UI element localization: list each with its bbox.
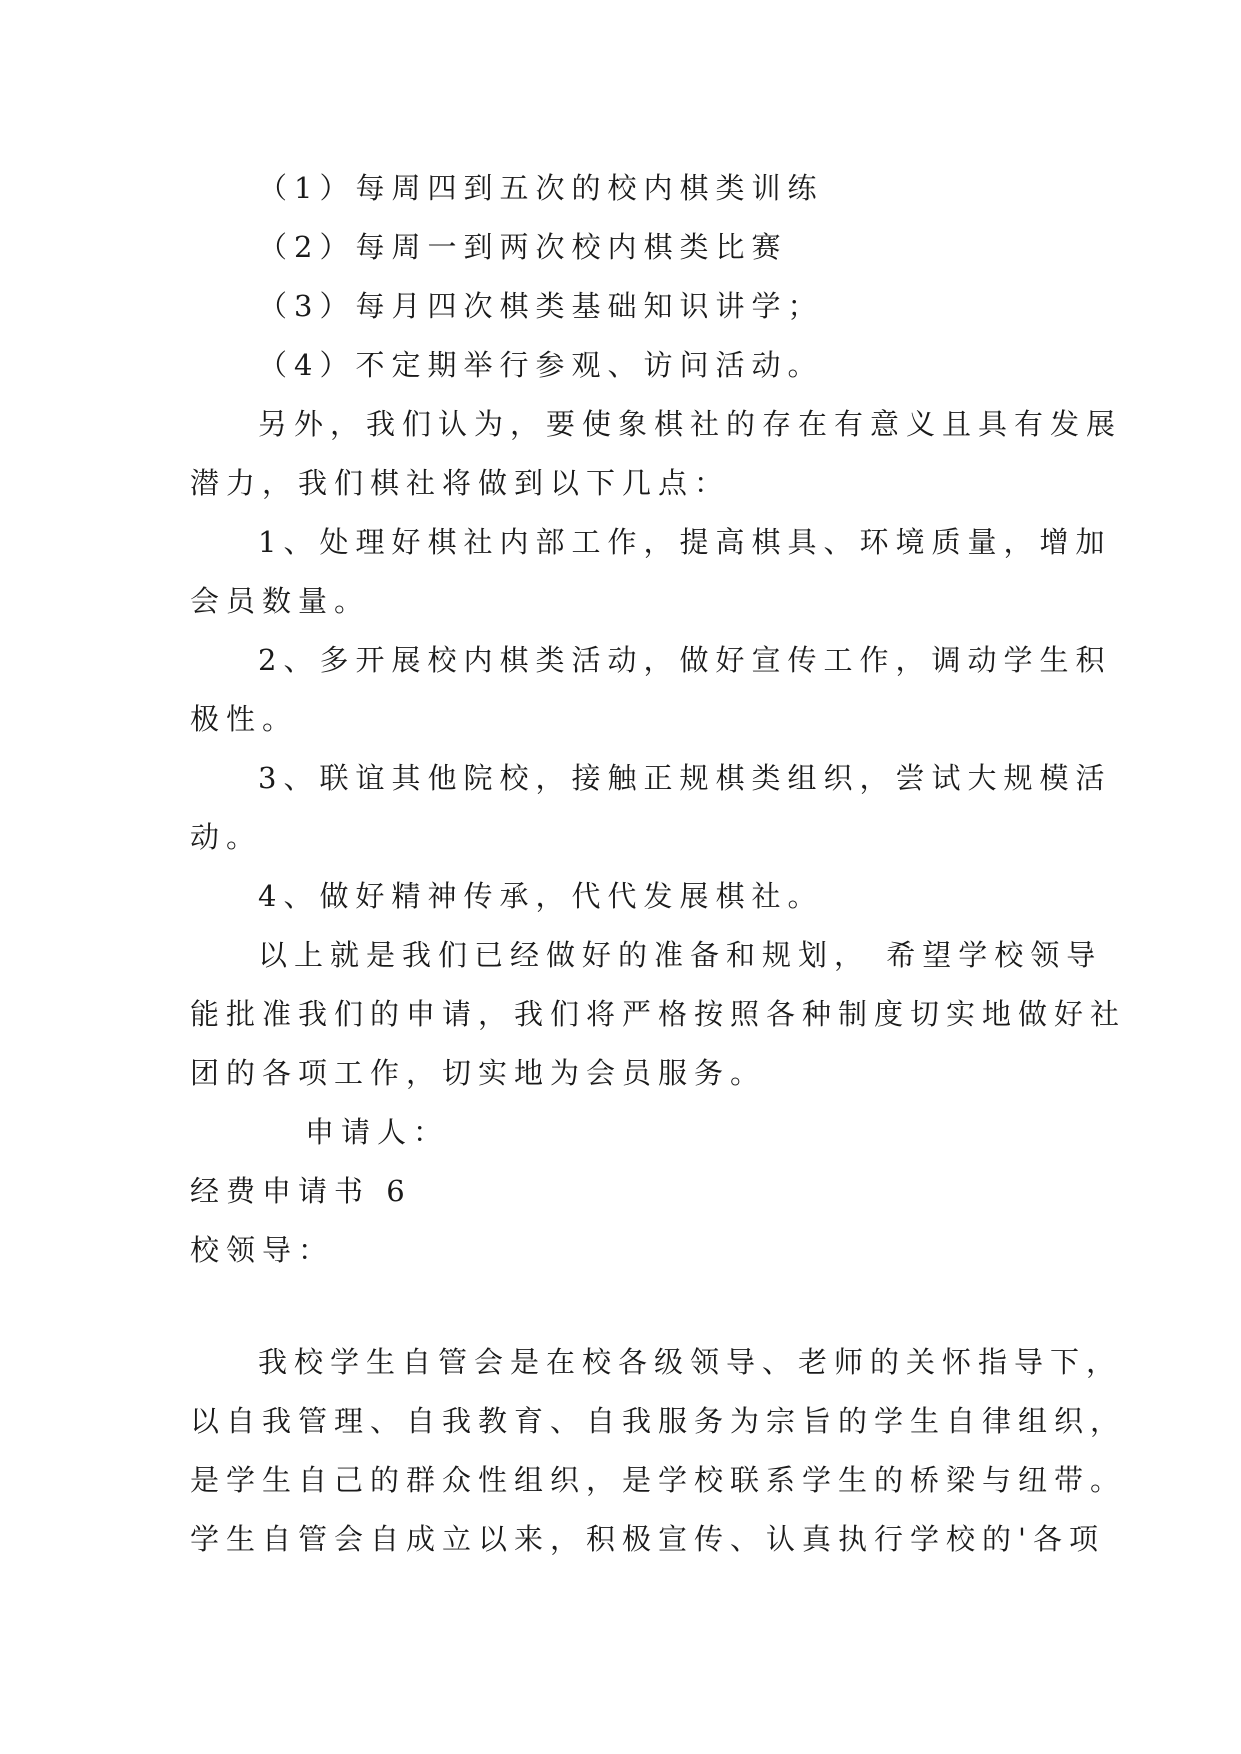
paragraph-line: 会员数量。 (190, 584, 371, 618)
list-item: 1、处理好棋社内部工作，提高棋具、环境质量，增加 (258, 525, 1112, 559)
paragraph-line: 是学生自己的群众性组织，是学校联系学生的桥梁与纽带。 (190, 1463, 1127, 1497)
paragraph-line: 团的各项工作，切实地为会员服务。 (190, 1056, 767, 1090)
list-item: （1）每周四到五次的校内棋类训练 (258, 171, 824, 205)
applicant-label: 申请人： (305, 1115, 450, 1149)
paragraph-line: 动。 (190, 820, 263, 854)
list-item: 4、做好精神传承，代代发展棋社。 (258, 879, 824, 913)
paragraph-line: 学生自管会自成立以来，积极宣传、认真执行学校的'各项 (190, 1522, 1105, 1556)
paragraph-line: 能批准我们的申请，我们将严格按照各种制度切实地做好社 (190, 997, 1127, 1031)
salutation: 校领导： (190, 1233, 335, 1267)
paragraph-line: 另外，我们认为，要使象棋社的存在有意义且具有发展 (258, 407, 1123, 441)
list-item: 2、多开展校内棋类活动，做好宣传工作，调动学生积 (258, 643, 1112, 677)
paragraph-line: 潜力，我们棋社将做到以下几点： (190, 466, 731, 500)
list-item: （4）不定期举行参观、访问活动。 (258, 348, 824, 382)
paragraph-line: 以自我管理、自我教育、自我服务为宗旨的学生自律组织， (190, 1404, 1127, 1438)
list-item: 3、联谊其他院校，接触正规棋类组织，尝试大规模活 (258, 761, 1112, 795)
list-item: （3）每月四次棋类基础知识讲学； (258, 289, 824, 323)
list-item: （2）每周一到两次校内棋类比赛 (258, 230, 788, 264)
section-title: 经费申请书 6 (190, 1174, 412, 1208)
paragraph-line: 我校学生自管会是在校各级领导、老师的关怀指导下， (258, 1345, 1123, 1379)
paragraph-line: 以上就是我们已经做好的准备和规划， 希望学校领导 (258, 938, 1103, 972)
paragraph-line: 极性。 (190, 702, 299, 736)
